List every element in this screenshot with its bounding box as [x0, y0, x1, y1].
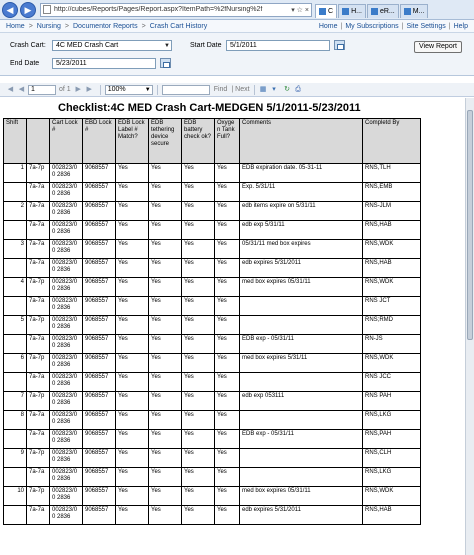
table-cell: 5: [4, 316, 27, 335]
table-cell: 002823/00 2836: [50, 297, 83, 316]
table-cell: Yes: [149, 373, 182, 392]
table-cell: Yes: [215, 411, 240, 430]
address-bar[interactable]: [40, 3, 312, 17]
chevron-down-icon: ▼: [164, 43, 170, 49]
table-cell: Yes: [182, 335, 215, 354]
start-date-input[interactable]: [226, 40, 330, 51]
scrollbar-thumb[interactable]: [467, 110, 473, 340]
url-text[interactable]: http://cubes/Reports/Pages/Report.aspx?ItemPath=%2fNursing%2f: [54, 6, 263, 13]
breadcrumb-separator: >: [141, 22, 146, 30]
table-cell: Yes: [149, 335, 182, 354]
table-row: [4, 164, 421, 183]
table-cell: 002823/00 2836: [50, 392, 83, 411]
table-cell: RNS,TLH: [363, 164, 421, 183]
table-cell: Exp. 5/31/11: [240, 183, 363, 202]
table-cell: [240, 373, 363, 392]
table-header: [4, 119, 421, 164]
table-cell: 002823/00 2836: [50, 164, 83, 183]
table-cell: Yes: [116, 221, 149, 240]
table-cell: Yes: [182, 506, 215, 525]
tab-favicon-icon: [319, 8, 326, 15]
tab-h[interactable]: [338, 4, 366, 18]
table-cell: 7a-7a: [27, 221, 50, 240]
forward-button[interactable]: ▶: [20, 2, 36, 18]
table-cell: 9068557: [83, 506, 116, 525]
report-toolbar: [0, 83, 474, 97]
start-date-value: 5/1/2011: [230, 42, 257, 49]
table-cell: [4, 259, 27, 278]
table-cell: Yes: [149, 240, 182, 259]
end-date-label: End Date: [10, 60, 40, 67]
table-row: [4, 411, 421, 430]
next-page-icon[interactable]: ▶: [75, 86, 81, 93]
table-cell: RNS,WDK: [363, 354, 421, 373]
table-cell: Yes: [116, 392, 149, 411]
column-header: EDB tethering device secure: [149, 119, 182, 164]
link-separator: |: [340, 22, 343, 30]
table-cell: Yes: [215, 221, 240, 240]
column-header: Cart Lock #: [50, 119, 83, 164]
table-cell: Yes: [182, 202, 215, 221]
end-date-input[interactable]: [52, 58, 156, 69]
table-cell: 9068557: [83, 259, 116, 278]
table-cell: Yes: [116, 297, 149, 316]
table-cell: RNS JCC: [363, 373, 421, 392]
table-cell: Yes: [116, 411, 149, 430]
table-cell: Yes: [149, 411, 182, 430]
table-cell: RNS,WDK: [363, 240, 421, 259]
table-cell: 002823/00 2836: [50, 183, 83, 202]
table-cell: 002823/00 2836: [50, 221, 83, 240]
table-cell: [4, 468, 27, 487]
table-cell: Yes: [149, 430, 182, 449]
tab-favicon-icon: [404, 8, 411, 15]
table-cell: 9068557: [83, 202, 116, 221]
table-cell: 9068557: [83, 373, 116, 392]
table-cell: Yes: [215, 392, 240, 411]
checklist-table: [3, 118, 421, 525]
start-date-calendar-icon[interactable]: [334, 40, 345, 50]
table-cell: Yes: [215, 506, 240, 525]
page-count-label: of 1: [59, 86, 71, 93]
table-cell: 2: [4, 202, 27, 221]
table-row: [4, 354, 421, 373]
breadcrumb-separator: >: [28, 22, 33, 30]
table-cell: RNS,LKG: [363, 411, 421, 430]
crash-cart-select[interactable]: [52, 40, 172, 51]
table-cell: 7a-7p: [27, 316, 50, 335]
table-cell: 002823/00 2836: [50, 354, 83, 373]
export-icon[interactable]: ▦: [259, 86, 267, 93]
table-cell: 002823/00 2836: [50, 316, 83, 335]
table-body: [4, 164, 421, 525]
table-row: [4, 430, 421, 449]
table-row: [4, 506, 421, 525]
previous-page-icon[interactable]: ◀: [18, 86, 25, 93]
table-cell: Yes: [149, 487, 182, 506]
toolbar-divider: [157, 85, 158, 95]
zoom-select[interactable]: [105, 85, 153, 95]
table-cell: med box expires 5/31/11: [240, 354, 363, 373]
table-cell: Yes: [149, 221, 182, 240]
breadcrumb-home[interactable]: Home: [6, 22, 25, 30]
table-cell: Yes: [182, 411, 215, 430]
table-cell: 002823/00 2836: [50, 468, 83, 487]
vertical-scrollbar[interactable]: [465, 98, 474, 555]
table-cell: Yes: [182, 468, 215, 487]
table-cell: Yes: [116, 449, 149, 468]
last-page-icon[interactable]: ▶: [86, 86, 92, 93]
table-cell: 002823/00 2836: [50, 487, 83, 506]
table-cell: Yes: [215, 297, 240, 316]
table-cell: RNS-JLM: [363, 202, 421, 221]
table-cell: EDB expiration date. 05-31-11: [240, 164, 363, 183]
tab-label: M...: [412, 7, 425, 15]
table-cell: 9068557: [83, 392, 116, 411]
find-separator: |: [231, 86, 234, 93]
table-cell: 002823/00 2836: [50, 335, 83, 354]
toolbar-divider: [254, 85, 255, 95]
link-separator: |: [401, 22, 404, 30]
table-cell: Yes: [116, 373, 149, 392]
column-header: EBD Lock #: [83, 119, 116, 164]
table-cell: Yes: [116, 468, 149, 487]
table-row: [4, 468, 421, 487]
table-cell: Yes: [149, 468, 182, 487]
table-cell: Yes: [215, 373, 240, 392]
table-cell: Yes: [149, 164, 182, 183]
table-row: [4, 240, 421, 259]
table-cell: Yes: [116, 183, 149, 202]
table-cell: RNS,WDK: [363, 278, 421, 297]
table-cell: RN-JS: [363, 335, 421, 354]
table-cell: med box expires 05/31/11: [240, 487, 363, 506]
page-icon: [43, 5, 51, 14]
tab-label: eR...: [379, 7, 395, 15]
table-cell: Yes: [182, 259, 215, 278]
next-link[interactable]: Next: [235, 86, 250, 93]
table-cell: 7a-7a: [27, 297, 50, 316]
table-cell: [4, 183, 27, 202]
table-cell: EDB exp - 05/31/11: [240, 335, 363, 354]
table-cell: [4, 297, 27, 316]
table-header-row: [4, 119, 421, 164]
report-title: Checklist:4C MED Crash Cart-MEDGEN 5/1/2011-5/23/2011: [58, 102, 361, 114]
table-cell: 7a-7a: [27, 259, 50, 278]
table-cell: Yes: [215, 487, 240, 506]
table-cell: Yes: [215, 316, 240, 335]
page-number-input[interactable]: 1: [28, 85, 56, 95]
table-cell: RNS,WDK: [363, 487, 421, 506]
table-cell: Yes: [182, 354, 215, 373]
table-cell: 9068557: [83, 297, 116, 316]
table-cell: 7a-7a: [27, 411, 50, 430]
export-dropdown-icon[interactable]: ▾: [272, 86, 276, 93]
table-cell: RNS,LKG: [363, 468, 421, 487]
table-cell: [240, 316, 363, 335]
table-cell: [4, 335, 27, 354]
table-cell: 7a-7a: [27, 240, 50, 259]
breadcrumb-crash-cart-history: Crash Cart History: [149, 22, 208, 30]
breadcrumb: [0, 20, 474, 33]
column-header: EDB battery check ok?: [182, 119, 215, 164]
refresh-icon[interactable]: ↻: [284, 86, 290, 93]
table-cell: 1: [4, 164, 27, 183]
first-page-icon[interactable]: ◀: [7, 86, 14, 93]
table-cell: 9068557: [83, 468, 116, 487]
table-cell: 7: [4, 392, 27, 411]
table-cell: 4: [4, 278, 27, 297]
table-cell: RNS,HAB: [363, 221, 421, 240]
table-cell: edb expires 5/31/2011: [240, 259, 363, 278]
column-header: Oxygen Tank Full?: [215, 119, 240, 164]
table-cell: 7a-7a: [27, 430, 50, 449]
table-cell: Yes: [149, 202, 182, 221]
table-cell: Yes: [182, 164, 215, 183]
table-cell: RNS;RMD: [363, 316, 421, 335]
find-input[interactable]: [162, 85, 210, 95]
table-cell: Yes: [182, 221, 215, 240]
zoom-value: 100%: [107, 85, 126, 93]
table-cell: 002823/00 2836: [50, 202, 83, 221]
table-cell: Yes: [182, 278, 215, 297]
table-cell: 7a-7a: [27, 468, 50, 487]
table-cell: edb items expire on 5/31/11: [240, 202, 363, 221]
link-home[interactable]: Home: [318, 22, 338, 30]
link-help[interactable]: Help: [453, 22, 468, 30]
table-cell: [4, 221, 27, 240]
table-cell: [4, 373, 27, 392]
link-my-subscriptions[interactable]: My Subscriptions: [345, 22, 399, 30]
table-row: [4, 221, 421, 240]
column-header: [27, 119, 50, 164]
table-cell: Yes: [215, 259, 240, 278]
table-cell: 002823/00 2836: [50, 278, 83, 297]
table-cell: Yes: [116, 354, 149, 373]
table-cell: Yes: [149, 297, 182, 316]
table-cell: 9068557: [83, 487, 116, 506]
table-row: [4, 202, 421, 221]
table-cell: Yes: [116, 506, 149, 525]
table-cell: Yes: [215, 449, 240, 468]
table-row: [4, 335, 421, 354]
table-cell: 7a-7p: [27, 449, 50, 468]
table-cell: RNS,EMB: [363, 183, 421, 202]
table-cell: Yes: [215, 202, 240, 221]
table-cell: 002823/00 2836: [50, 449, 83, 468]
breadcrumb-nursing[interactable]: Nursing: [36, 22, 61, 30]
table-cell: Yes: [116, 259, 149, 278]
table-cell: Yes: [215, 278, 240, 297]
table-cell: Yes: [182, 449, 215, 468]
table-cell: Yes: [149, 183, 182, 202]
table-cell: med box expires 05/31/11: [240, 278, 363, 297]
back-button[interactable]: ◀: [2, 2, 18, 18]
table-cell: 7a-7p: [27, 392, 50, 411]
table-cell: 05/31/11 med box expires: [240, 240, 363, 259]
find-link[interactable]: Find: [213, 86, 228, 93]
table-cell: Yes: [182, 297, 215, 316]
table-cell: RNS,PAH: [363, 430, 421, 449]
table-cell: Yes: [149, 354, 182, 373]
table-cell: 7a-7a: [27, 202, 50, 221]
table-cell: 9068557: [83, 354, 116, 373]
table-cell: 9068557: [83, 221, 116, 240]
table-cell: [240, 411, 363, 430]
table-cell: edb exp 5/31/11: [240, 221, 363, 240]
crash-cart-label: Crash Cart:: [10, 42, 46, 49]
header-links: [319, 23, 468, 30]
table-cell: 7a-7p: [27, 354, 50, 373]
table-cell: Yes: [182, 240, 215, 259]
table-cell: Yes: [149, 316, 182, 335]
table-cell: [4, 430, 27, 449]
browser-tabs: [315, 2, 429, 18]
table-cell: Yes: [149, 259, 182, 278]
table-cell: EDB exp - 05/31/11: [240, 430, 363, 449]
table-cell: [240, 449, 363, 468]
table-cell: Yes: [182, 373, 215, 392]
table-cell: Yes: [215, 354, 240, 373]
table-row: [4, 449, 421, 468]
table-cell: 7a-7p: [27, 164, 50, 183]
print-icon[interactable]: ⎙: [295, 86, 301, 93]
table-cell: 7a-7a: [27, 335, 50, 354]
table-cell: 9068557: [83, 278, 116, 297]
table-cell: edb expires 5/31/2011: [240, 506, 363, 525]
table-cell: 7a-7a: [27, 183, 50, 202]
table-cell: 002823/00 2836: [50, 259, 83, 278]
tab-m[interactable]: [400, 4, 429, 18]
table-cell: 002823/00 2836: [50, 240, 83, 259]
column-header: Completd By: [363, 119, 421, 164]
table-cell: Yes: [116, 202, 149, 221]
report-viewer: [0, 98, 465, 555]
table-cell: Yes: [215, 183, 240, 202]
link-separator: |: [448, 22, 451, 30]
table-cell: Yes: [182, 316, 215, 335]
table-cell: 9068557: [83, 164, 116, 183]
table-cell: 002823/00 2836: [50, 373, 83, 392]
table-cell: Yes: [116, 164, 149, 183]
table-cell: 10: [4, 487, 27, 506]
table-cell: 7a-7a: [27, 373, 50, 392]
table-row: [4, 373, 421, 392]
view-report-button[interactable]: View Report: [414, 41, 462, 53]
table-cell: 7a-7a: [27, 506, 50, 525]
table-cell: Yes: [182, 183, 215, 202]
table-row: [4, 316, 421, 335]
table-cell: Yes: [149, 392, 182, 411]
table-cell: Yes: [116, 316, 149, 335]
table-cell: Yes: [149, 506, 182, 525]
table-cell: [240, 468, 363, 487]
table-row: [4, 297, 421, 316]
table-cell: 9068557: [83, 449, 116, 468]
table-cell: 7a-7p: [27, 278, 50, 297]
table-cell: RNS,CLH: [363, 449, 421, 468]
table-row: [4, 183, 421, 202]
breadcrumb-separator: >: [64, 22, 69, 30]
chevron-down-icon: ▼: [144, 86, 151, 93]
table-cell: Yes: [215, 430, 240, 449]
table-cell: Yes: [116, 335, 149, 354]
table-row: [4, 487, 421, 506]
browser-toolbar: [0, 0, 474, 20]
table-cell: Yes: [182, 487, 215, 506]
table-cell: edb exp 053111: [240, 392, 363, 411]
table-row: [4, 278, 421, 297]
table-cell: RNS JCT: [363, 297, 421, 316]
table-cell: 9: [4, 449, 27, 468]
start-date-label: Start Date: [190, 42, 222, 49]
parameters-panel: [0, 33, 474, 76]
tab-favicon-icon: [371, 8, 378, 15]
table-cell: Yes: [182, 392, 215, 411]
column-header: Comments: [240, 119, 363, 164]
tab-label: C: [328, 7, 334, 15]
column-header: EDB Lock Label # Match?: [116, 119, 149, 164]
table-cell: Yes: [116, 487, 149, 506]
table-cell: RNS PAH: [363, 392, 421, 411]
table-cell: Yes: [116, 240, 149, 259]
table-cell: 7a-7p: [27, 487, 50, 506]
tab-crash-cart[interactable]: [315, 4, 337, 18]
column-header: Shift: [4, 119, 27, 164]
table-cell: [240, 297, 363, 316]
end-date-value: 5/23/2011: [56, 60, 87, 67]
table-cell: Yes: [149, 449, 182, 468]
end-date-calendar-icon[interactable]: [160, 58, 171, 68]
table-cell: 9068557: [83, 430, 116, 449]
table-row: [4, 259, 421, 278]
table-cell: Yes: [116, 278, 149, 297]
table-cell: 8: [4, 411, 27, 430]
table-cell: Yes: [215, 468, 240, 487]
table-cell: Yes: [182, 430, 215, 449]
toolbar-divider: [100, 85, 101, 95]
table-cell: 002823/00 2836: [50, 430, 83, 449]
table-cell: 3: [4, 240, 27, 259]
link-site-settings[interactable]: Site Settings: [406, 22, 446, 30]
table-cell: 002823/00 2836: [50, 411, 83, 430]
table-cell: [4, 506, 27, 525]
table-cell: 6: [4, 354, 27, 373]
table-cell: Yes: [215, 164, 240, 183]
table-cell: 9068557: [83, 335, 116, 354]
address-actions-icons[interactable]: ▾ ☆ ×: [291, 6, 309, 14]
crash-cart-value: 4C MED Crash Cart: [56, 42, 119, 49]
tab-label: H...: [351, 7, 362, 15]
table-cell: 9068557: [83, 316, 116, 335]
table-cell: 9068557: [83, 183, 116, 202]
table-cell: Yes: [215, 335, 240, 354]
table-cell: 9068557: [83, 240, 116, 259]
table-cell: Yes: [149, 278, 182, 297]
tab-favicon-icon: [342, 8, 349, 15]
table-row: [4, 392, 421, 411]
tab-er[interactable]: [367, 4, 399, 18]
table-cell: 9068557: [83, 411, 116, 430]
table-cell: RNS,HAB: [363, 506, 421, 525]
table-cell: Yes: [215, 240, 240, 259]
table-cell: Yes: [116, 430, 149, 449]
breadcrumb-documentor-reports[interactable]: Documentor Reports: [73, 22, 138, 30]
table-cell: RNS,HAB: [363, 259, 421, 278]
table-cell: 002823/00 2836: [50, 506, 83, 525]
